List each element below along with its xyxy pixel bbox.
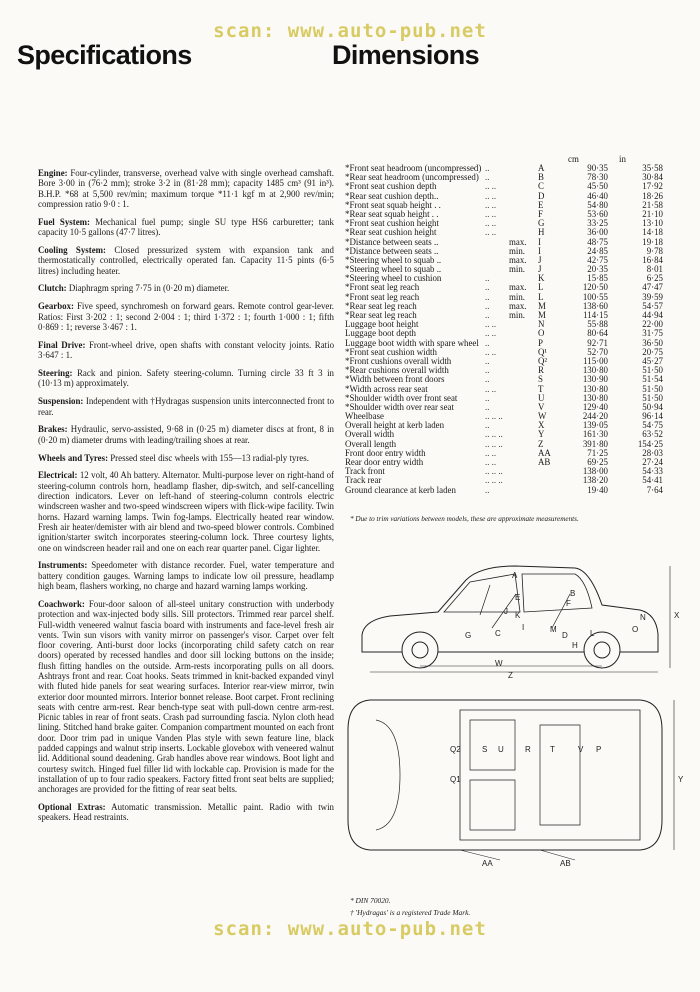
dimension-label: *Front seat cushion width — [345, 346, 437, 357]
spec-label: Wheels and Tyres: — [38, 452, 109, 463]
diagram-label: P — [596, 745, 602, 754]
spec-text: Rack and pinion. Safety steering-column. Turning circle 33 ft 3 in (10·13 m) approximately. — [38, 368, 334, 389]
dimension-in: 51·50 — [642, 392, 663, 403]
spec-text: Independent with †Hydragas suspension units interconnected front to rear. — [38, 396, 335, 417]
dimension-in: 20·75 — [642, 346, 663, 357]
dimension-code: C — [538, 181, 544, 192]
dimension-code: V — [538, 401, 545, 412]
dimension-code: Q² — [538, 355, 548, 366]
spec-paragraph — [38, 168, 334, 209]
dimension-cm: 45·50 — [587, 181, 608, 192]
dimension-code: W — [538, 411, 547, 422]
dimension-in: 54·57 — [642, 300, 663, 311]
dimension-row — [345, 486, 675, 495]
spec-label: Instruments: — [38, 560, 88, 571]
spec-paragraph — [38, 470, 334, 552]
dimension-cm: 120·50 — [582, 282, 608, 293]
dimension-cm: 19·40 — [587, 484, 608, 495]
spec-text: Five speed, synchromesh on forward gears. Remote control gear-lever. Ratios: First 3·202 : 1; second 2·004 : 1; third 1·372 : 1; fourth 1·000 : 1; fifth 0·869 : 1; reverse 3·467 : 1. — [38, 301, 335, 332]
dimension-in: 54·75 — [642, 420, 663, 431]
dimension-dots: .. .. .. — [485, 475, 503, 486]
dimension-in: 7·64 — [646, 484, 663, 495]
dimension-code: B — [538, 172, 544, 183]
dimension-label: Rear door entry width — [345, 457, 424, 467]
dimension-in: 27·24 — [642, 457, 663, 467]
dimension-code: J — [538, 254, 542, 265]
dimension-cm: 100·55 — [582, 291, 608, 302]
footnote-hydragas: † 'Hydragas' is a registered Trade Mark. — [350, 908, 471, 917]
spec-text: Closed pressurized system with expansion tank and thermostatically controlled, electrically operated fan. Capacity 11·5 pints (6·5 litres) including heater. — [38, 244, 334, 276]
diagram-label: R — [525, 745, 531, 754]
dimension-cm: 138·60 — [582, 300, 608, 311]
dimension-qualifier: min. — [509, 310, 526, 320]
dimension-row — [345, 403, 675, 412]
diagram-label: G — [465, 631, 472, 640]
dimension-code: K — [538, 273, 545, 284]
spec-label: Electrical: — [38, 470, 78, 481]
dimension-label: *Front seat cushion height — [345, 218, 439, 229]
dimension-code: AA — [538, 447, 551, 458]
diagram-label: O — [632, 625, 639, 634]
spec-label: Clutch: — [38, 283, 67, 294]
dimension-code: T — [538, 383, 544, 394]
diagram-label: W — [495, 659, 503, 668]
dimension-cm: 33·25 — [587, 218, 608, 229]
dimension-in: 14·18 — [642, 227, 663, 238]
diagram-label: Q1 — [450, 775, 461, 784]
dimension-dots: .. — [485, 374, 490, 385]
dimension-cm: 130·80 — [582, 365, 608, 376]
dimension-in: 28·03 — [642, 447, 663, 458]
dimensions-table — [345, 154, 675, 495]
dimension-cm: 138·20 — [582, 475, 608, 486]
diagram-label: Q2 — [450, 745, 461, 754]
diagram-label: D — [562, 631, 568, 640]
dimension-code: S — [538, 374, 543, 385]
dimension-cm: 53·60 — [587, 208, 608, 219]
spec-label: Optional Extras: — [38, 802, 106, 813]
dimension-label: Luggage boot height — [345, 319, 419, 330]
dimension-label: *Front seat headroom (uncompressed) — [345, 163, 482, 173]
dimension-code: H — [538, 227, 545, 238]
dimension-dots: .. .. — [485, 218, 497, 229]
dimension-dots: .. — [485, 291, 490, 302]
dimension-dots: .. .. — [485, 190, 497, 201]
unit-in: in — [619, 154, 626, 164]
spec-label: Final Drive: — [38, 339, 86, 350]
dimension-qualifier: max. — [509, 282, 527, 293]
dimension-cm: 90·35 — [587, 163, 608, 173]
dimension-in: 51·54 — [642, 374, 663, 385]
diagram-label: Z — [508, 671, 513, 680]
dimension-cm: 36·00 — [587, 227, 608, 238]
dimension-dots: .. — [485, 365, 490, 376]
dimension-in: 47·47 — [642, 282, 663, 293]
dimension-label: *Width between front doors — [345, 374, 445, 385]
dimension-dots: .. .. .. — [485, 466, 503, 477]
spec-paragraph — [38, 283, 334, 293]
dimension-in: 36·50 — [642, 337, 663, 348]
dimension-qualifier: min. — [509, 264, 526, 275]
dimension-dots: .. — [485, 420, 490, 431]
dimension-cm: 391·80 — [582, 438, 608, 449]
dimension-code: AB — [538, 457, 551, 467]
spec-paragraph — [38, 424, 334, 445]
dimension-in: 8·01 — [646, 264, 663, 275]
spec-paragraph — [38, 599, 334, 795]
dimension-cm: 20·35 — [587, 264, 608, 275]
dimension-dots: .. — [485, 310, 490, 320]
dimension-code: F — [538, 208, 543, 219]
spec-label: Gearbox: — [38, 301, 74, 312]
spec-paragraph — [38, 453, 334, 463]
dimension-dots: .. — [485, 172, 490, 183]
dimension-code: Q¹ — [538, 346, 548, 357]
dimension-dots: .. .. — [485, 447, 497, 458]
dimension-cm: 54·80 — [587, 199, 608, 210]
dimension-in: 17·92 — [642, 181, 663, 192]
dimension-cm: 114·15 — [583, 310, 608, 320]
dimension-cm: 139·05 — [582, 420, 608, 431]
dimension-cm: 80·64 — [587, 328, 608, 339]
dimension-in: 22·00 — [642, 319, 663, 330]
dimension-in: 44·94 — [642, 310, 663, 320]
dimension-label: *Width across rear seat — [345, 383, 428, 394]
dimension-dots: .. — [485, 401, 490, 412]
dimension-dots: .. — [485, 484, 490, 495]
dimension-in: 16·84 — [642, 254, 663, 265]
dimension-code: G — [538, 218, 545, 229]
watermark-bottom: scan: www.auto-pub.net — [213, 918, 487, 940]
dimension-qualifier: min. — [509, 291, 526, 302]
dimension-cm: 78·30 — [587, 172, 608, 183]
diagram-label: L — [590, 629, 595, 638]
dimension-dots: .. — [485, 282, 490, 293]
dimension-in: 21·10 — [642, 208, 663, 219]
dimension-qualifier: min. — [509, 245, 526, 256]
dimension-cm: 48·75 — [587, 236, 608, 247]
dimension-dots: .. .. .. — [485, 438, 503, 449]
dimension-cm: 244·20 — [582, 411, 608, 422]
dimension-in: 51·50 — [642, 365, 663, 376]
spec-paragraph — [38, 340, 334, 361]
spec-label: Cooling System: — [38, 244, 107, 255]
dimension-cm: 69·25 — [587, 457, 608, 467]
diagram-label: F — [566, 599, 571, 608]
dimension-dots: .. .. — [485, 199, 497, 210]
diagram-label: A — [512, 571, 518, 580]
dimension-dots: .. — [485, 337, 490, 348]
dimension-cm: 55·88 — [587, 319, 608, 330]
unit-cm: cm — [568, 154, 579, 164]
dimension-cm: 129·40 — [582, 401, 608, 412]
diagram-label: J — [504, 607, 508, 616]
dimension-dots: .. .. — [485, 181, 497, 192]
dimension-in: 35·58 — [642, 163, 663, 173]
diagram-label: K — [515, 611, 521, 620]
spec-paragraph — [38, 560, 334, 591]
dimension-cm: 130·90 — [582, 374, 608, 385]
dimension-label: *Distance between seats .. — [345, 236, 439, 247]
dimension-in: 54·41 — [642, 475, 663, 486]
dimension-label: *Front seat leg reach — [345, 291, 420, 302]
dimension-in: 51·50 — [642, 383, 663, 394]
dimension-code: R — [538, 365, 544, 376]
diagram-label: X — [674, 611, 680, 620]
dimension-dots: .. — [485, 300, 490, 311]
dimension-cm: 130·80 — [582, 383, 608, 394]
dimension-label: *Steering wheel to squab .. — [345, 264, 442, 275]
dimension-label: *Shoulder width over front seat — [345, 392, 458, 403]
dimension-code: A — [538, 163, 545, 173]
dimension-label: *Steering wheel to squab .. — [345, 254, 442, 265]
diagram-label: E — [515, 593, 521, 602]
dimension-in: 31·75 — [642, 328, 663, 339]
dimension-dots: .. .. — [485, 319, 497, 330]
dimension-code: L — [538, 291, 544, 302]
spec-text: 12 volt, 40 Ah battery. Alternator. Multi-purpose lever on right-hand of steering-column controls horn, headlamp flasher, dip-switch, and self-cancelling direction indicators. Lever on left-hand of steering-column controls electric windscreen washer and two-speed windscreen wipers with flick-wipe facility. Twin horns. Hazard warning lamps. Twin fog-lamps. Electrically heated rear window. Fresh air heater/demister with air blend and two-speed blower controls. Combined ignition/starter switch incorporates steering-column lock. Three courtesy lights, one on windscreen header rail and one on each rear quarter panel. Cigar lighter. — [38, 470, 334, 553]
spec-paragraph — [38, 217, 334, 238]
dimension-in: 39·59 — [642, 291, 663, 302]
dimension-label: *Rear seat headroom (uncompressed) — [345, 172, 479, 183]
dimension-in: 19·18 — [642, 236, 663, 247]
dimension-row — [345, 458, 675, 467]
dimension-in: 50·94 — [642, 401, 663, 412]
dimension-dots: .. — [485, 355, 490, 366]
diagram-label: U — [498, 745, 504, 754]
dimension-label: Track front — [345, 466, 385, 477]
dimension-dots: .. .. — [485, 346, 497, 357]
diagram-label: B — [570, 589, 576, 598]
dimension-in: 45·27 — [642, 355, 663, 366]
dimension-label: *Rear seat leg reach — [345, 300, 417, 311]
diagram-label: AB — [560, 859, 571, 868]
spec-text: Mechanical fuel pump; single SU type HS6 carburetter; tank capacity 10·5 gallons (47·7 litres). — [38, 216, 334, 238]
dimensions-heading: Dimensions — [332, 40, 480, 70]
top-view — [348, 700, 674, 860]
dimension-label: *Rear cushions overall width — [345, 365, 449, 376]
dimension-dots: .. — [485, 392, 490, 403]
spec-label: Coachwork: — [38, 598, 85, 609]
spec-text: Automatic transmission. Metallic paint. Radio with twin speakers. Head restraints. — [38, 802, 334, 823]
dimension-code: M — [538, 310, 546, 320]
dimension-cm: 161·30 — [582, 429, 608, 440]
dimension-cm: 71·25 — [587, 447, 608, 458]
dimension-cm: 15·85 — [587, 273, 608, 284]
dimension-cm: 92·71 — [587, 337, 608, 348]
dimension-label: *Front seat leg reach — [345, 282, 420, 293]
dimension-dots: .. .. — [485, 328, 497, 339]
spec-paragraph — [38, 301, 334, 332]
dimension-code: N — [538, 319, 545, 330]
dimension-label: Ground clearance at kerb laden — [345, 484, 456, 495]
dimension-in: 154·25 — [637, 438, 663, 449]
spec-label: Fuel System: — [38, 216, 90, 227]
spec-paragraph — [38, 396, 334, 417]
dimension-label: *Rear seat cushion depth.. — [345, 190, 439, 201]
dimension-in: 9·78 — [646, 245, 663, 256]
dimension-code: E — [538, 199, 544, 210]
dimension-cm: 52·70 — [587, 346, 608, 357]
specifications-heading: Specifications — [17, 40, 192, 70]
dimension-dots: .. .. — [485, 208, 497, 219]
dimension-label: Overall width — [345, 429, 395, 440]
dimension-cm: 115·00 — [583, 355, 608, 366]
dimension-in: 30·84 — [642, 172, 663, 183]
dimension-cm: 42·75 — [587, 254, 608, 265]
spec-text: Speedometer with distance recorder. Fuel, water temperature and battery condition gauges. Warning lamps to indicate low oil pressure, headlamp high beam, flashers working, no charge and hazard warning lamps working. — [38, 560, 335, 592]
dimension-in: 54·33 — [642, 466, 663, 477]
diagram-label: T — [550, 745, 555, 754]
dimension-label: *Rear seat cushion height — [345, 227, 437, 238]
car-dimension-diagram — [340, 560, 685, 870]
diagram-label: N — [640, 613, 646, 622]
dimension-label: *Distance between seats .. — [345, 245, 439, 256]
diagram-label: S — [482, 745, 488, 754]
dimension-qualifier: max. — [509, 236, 527, 247]
dimension-dots: .. .. — [485, 383, 497, 394]
dimension-code: J — [538, 264, 542, 275]
dimension-label: Luggage boot depth — [345, 328, 416, 339]
dimension-label: *Rear seat squab height . . — [345, 208, 439, 219]
spec-paragraph — [38, 802, 334, 823]
spec-text: Four-door saloon of all-steel unitary construction with underbody protection and wax-injected body sills. Sill protectors. Trimmed rear parcel shelf. Full-width veneered walnut fascia board with instruments and face-level fresh air vents. Twin sun visors with vanity mirror on passenger's visor. Carpet over felt floor covering. Anti-burst door locks (incorporating child safety catch on rear doors) operated by recessed handles and door sill locking buttons on the inside; flush fitting handles on the outside. Arm-rests incorporating pulls on all doors. Ashtrays front and rear. Coat hooks. Seats trimmed in knit-backed expanded vinyl with fluted hide panels for seat wearing surfaces. Interior rear-view mirror, twin exterior door mounted mirrors. Interior bonnet release. Boot carpet. Front reclining seats with centre arm-rest. Rear bench-type seat with pull-down centre arm-rest. Picnic tables in rear of front seats. Crash pad surrounding fascia. Nylon cloth head lining. Stitched hand brake gaiter. Companion compartment mounted on each front door. Door trim pad in unique Vanden Plas style with sewn feature line, black padded cappings and walnut strip inserts. Lockable glovebox with veneered walnut lid. Additional sound deadening. Grab handles above rear windows. Boot light and courtesy switch. Hinged fuel filler lid with lockable cap. Provision is made for the installation of up to four radio speakers. Factory fitted front seat belts are supplied; anchorages are provided for the fitting of rear seat belts. — [38, 598, 335, 795]
spec-text: Diaphragm spring 7·75 in (0·20 m) diameter. — [68, 283, 230, 294]
dimension-label: *Front cushions overall width — [345, 355, 452, 366]
dimension-dots: .. .. .. — [485, 411, 503, 422]
dimension-dots: .. .. — [485, 227, 497, 238]
dimension-label: Overall length — [345, 438, 397, 449]
spec-label: Engine: — [38, 168, 68, 178]
spec-text: Pressed steel disc wheels with 155—13 radial-ply tyres. — [110, 452, 309, 463]
dimension-in: 18·26 — [642, 190, 663, 201]
dimension-in: 63·52 — [642, 429, 663, 440]
diagram-label: I — [522, 623, 525, 632]
dimension-label: *Shoulder width over rear seat — [345, 401, 454, 412]
dimension-row — [345, 421, 675, 430]
dimension-cm: 24·85 — [587, 245, 608, 256]
dimension-code: X — [538, 420, 545, 431]
dimension-cm: 46·40 — [587, 190, 608, 201]
diagram-label: Y — [678, 775, 684, 784]
dimension-dots: .. .. .. — [485, 429, 503, 440]
footnote-din: * DIN 70020. — [350, 896, 391, 905]
dimension-label: *Rear seat leg reach — [345, 310, 417, 320]
dimension-in: 96·14 — [642, 411, 663, 422]
dimension-label: Luggage boot width with spare wheel — [345, 337, 479, 348]
dimension-code: Z — [538, 438, 544, 449]
dimension-dots: .. — [485, 273, 490, 284]
dimension-dots: .. — [485, 163, 490, 173]
dimension-label: Track rear — [345, 475, 382, 486]
watermark-top: scan: www.auto-pub.net — [213, 20, 487, 42]
dimension-qualifier: max. — [509, 254, 527, 265]
dimension-code: I — [538, 236, 541, 247]
dimension-code: M — [538, 300, 546, 311]
dimension-cm: 130·80 — [582, 392, 608, 403]
spec-label: Brakes: — [38, 424, 68, 435]
dimension-in: 13·10 — [642, 218, 663, 229]
dimension-in: 21·58 — [642, 199, 663, 210]
diagram-label: V — [578, 745, 584, 754]
dimension-code: L — [538, 282, 544, 293]
dimension-code: Y — [538, 429, 545, 440]
dimension-label: *Front seat cushion depth — [345, 181, 437, 192]
dimension-cm: 138·00 — [582, 466, 608, 477]
dimension-code: I — [538, 245, 541, 256]
diagram-label: M — [550, 625, 557, 634]
specifications-text — [38, 168, 334, 830]
dimension-code: O — [538, 328, 545, 339]
dimension-label: *Front seat squab height . . — [345, 199, 441, 210]
dimension-in: 6·25 — [646, 273, 663, 284]
dimension-label: Front door entry width — [345, 447, 426, 458]
dimension-code: D — [538, 190, 545, 201]
dimension-label: Wheelbase — [345, 411, 384, 422]
dimension-qualifier: max. — [509, 300, 527, 311]
diagram-label: AA — [482, 859, 493, 868]
dimension-dots: .. .. — [485, 457, 497, 467]
dimension-row — [345, 467, 675, 476]
spec-label: Steering: — [38, 368, 73, 379]
spec-text: Four-cylinder, transverse, overhead valve with single overhead camshaft. Bore 3·00 in (76·2 mm); stroke 3·2 in (81·28 mm); capacity 1485 cm³ (91 in³). B.H.P. *68 at 5,500 rev/min; maximum torque *11·1 kgf m at 2,900 rev/min; compression ratio 9·0 : 1. — [38, 168, 334, 209]
spec-label: Suspension: — [38, 396, 84, 407]
diagram-label: C — [495, 629, 501, 638]
diagram-label: H — [572, 641, 578, 650]
dimension-label: Overall height at kerb laden — [345, 420, 445, 431]
approx-note: * Due to trim variations between models, these are approximate measurements. — [350, 515, 579, 523]
spec-paragraph — [38, 368, 334, 389]
spec-paragraph — [38, 245, 334, 276]
spec-text: Hydraulic, servo-assisted, 9·68 in (0·25 m) diameter discs at front, 8 in (0·20 m) diameter drums with leading/trailing shoes at rear. — [38, 424, 334, 445]
dimension-code: U — [538, 392, 545, 403]
dimension-code: P — [538, 337, 543, 348]
spec-text: Front-wheel drive, open shafts with constant velocity joints. Ratio 3·647 : 1. — [38, 339, 335, 361]
dimension-label: *Steering wheel to cushion — [345, 273, 442, 284]
